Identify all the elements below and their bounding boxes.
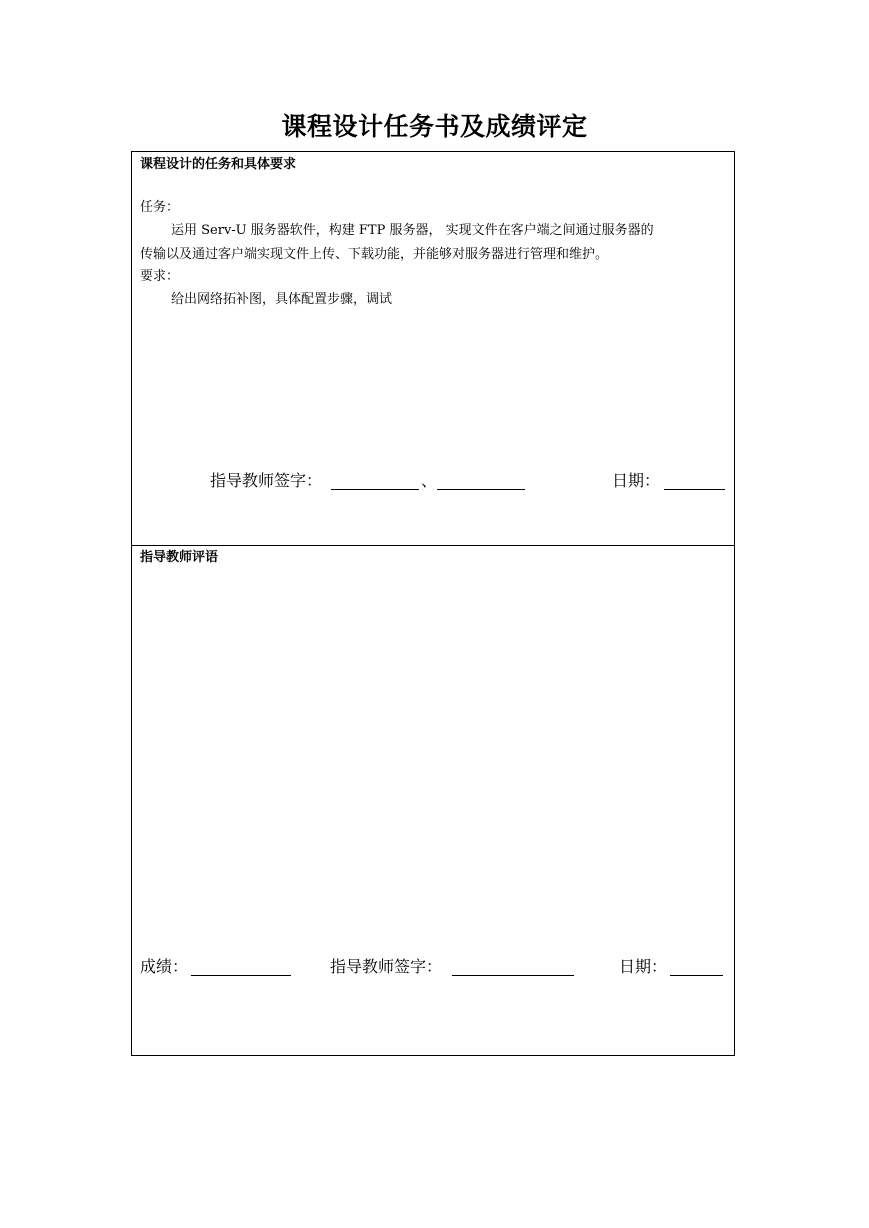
- comment-date-blank[interactable]: [670, 975, 723, 976]
- comment-signature-label: 指导教师签字：: [330, 957, 443, 976]
- requirements-text: 给出网络拓补图，具体配置步骤，调试: [171, 292, 393, 307]
- task-label: 任务：: [140, 200, 180, 215]
- date-label: 日期：: [612, 471, 661, 490]
- signature-separator: 、: [421, 471, 438, 490]
- teacher-signature-blank-2[interactable]: [437, 489, 525, 490]
- grade-label: 成绩：: [140, 957, 189, 976]
- comment-date-label: 日期：: [619, 957, 668, 976]
- page-title: 课程设计任务书及成绩评定: [281, 112, 588, 141]
- task-text-line-2: 传输以及通过客户端实现文件上传、下载功能，并能够对服务器进行管理和维护。: [140, 247, 609, 262]
- task-section-heading: 课程设计的任务和具体要求: [140, 157, 297, 172]
- comment-section-heading: 指导教师评语: [140, 550, 219, 565]
- task-text-line-1: 运用 Serv-U 服务器软件，构建 FTP 服务器， 实现文件在客户端之间通过服务器的: [171, 223, 654, 238]
- date-blank[interactable]: [664, 489, 725, 490]
- grade-blank[interactable]: [191, 975, 291, 976]
- form-table: [131, 151, 735, 1056]
- teacher-signature-blank-1[interactable]: [331, 489, 419, 490]
- requirements-label: 要求：: [140, 269, 180, 284]
- section-divider: [132, 545, 734, 546]
- teacher-signature-label: 指导教师签字：: [210, 471, 323, 490]
- comment-signature-blank[interactable]: [452, 975, 574, 976]
